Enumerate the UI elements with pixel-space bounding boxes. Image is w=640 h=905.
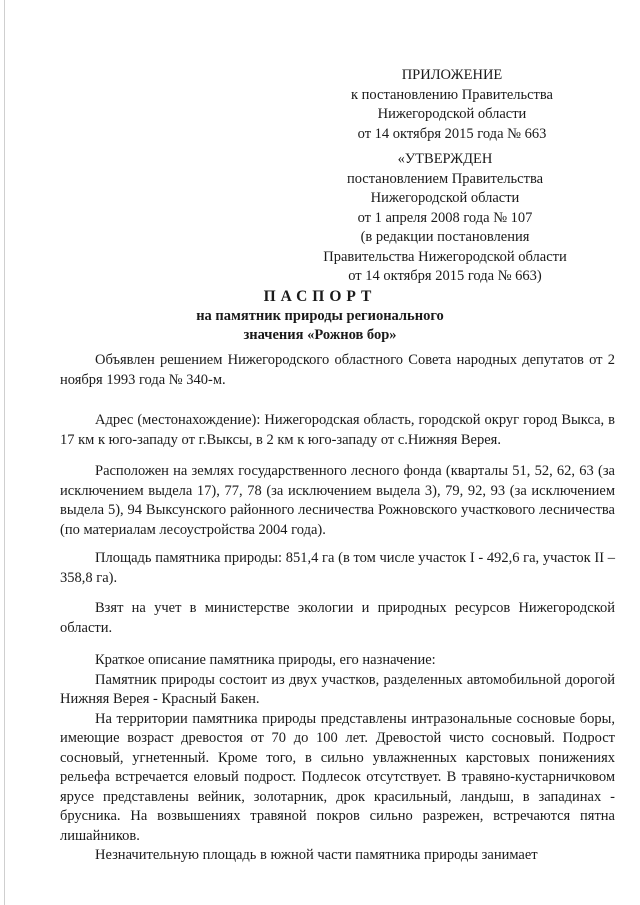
paragraph-declared <box>60 351 615 390</box>
paragraph-address <box>60 411 615 450</box>
approved-line: Правительства Нижегородской области <box>323 248 567 265</box>
approved-line: (в редакции постановления <box>360 229 530 245</box>
scan-edge <box>4 0 5 905</box>
appendix-line: Нижегородской области <box>377 106 527 122</box>
paragraph-location <box>60 462 615 540</box>
approved-line: Нижегородской области <box>370 190 520 206</box>
paragraph-text: Объявлен решением Нижегородского областного Совета народных депутатов от 2 ноября 1993 года № 340-м. <box>60 352 615 388</box>
description-text: На территории памятника природы представлены интразональные сосновые боры, имеющие возраст древостоя от 70 до 100 лет. Древостой чисто сосновый. Подрост сосновый, угнетенный. Кроме того, в сильно увлажненных карстовых понижениях рельефа встречается еловый подрост. Подлесок отсутствует. В травяно-кустарничковом ярусе представлены вейник, золотарник, дрок красильный, ландыш, в западинах - брусника. На возвышениях травяной покров сильно разрежен, встречаются пятна лишайников. <box>60 710 615 844</box>
title-line: на памятник природы регионального <box>196 308 444 324</box>
appendix-header <box>302 66 602 144</box>
description-text: Памятник природы состоит из двух участков, разделенных автомобильной дорогой Нижняя Верея - Красный Бакен. <box>60 671 615 707</box>
title-main: ПАСПОРТ <box>263 288 377 305</box>
description-heading: Краткое описание памятника природы, его назначение: <box>95 652 436 668</box>
appendix-line: от 14 октября 2015 года № 663 <box>357 125 547 142</box>
approved-line: постановлением Правительства <box>346 170 544 187</box>
paragraph-area <box>60 549 615 588</box>
paragraph-text: Расположен на землях государственного лесного фонда (кварталы 51, 52, 62, 63 (за исключением выдела 17), 77, 78 (за исключением выдела 3), 79, 92, 93 (за исключением выдела 5), 94 Выксунского районного лесничества Рожновского участкового лесничества (по материалам лесоустройства 2004 года). <box>60 463 615 538</box>
paragraph-registered <box>60 599 615 638</box>
paragraph-text: Взят на учет в министерстве экологии и природных ресурсов Нижегородской области. <box>60 600 615 636</box>
approved-line: от 14 октября 2015 года № 663) <box>348 268 542 284</box>
title-line: значения «Рожнов бор» <box>243 327 397 343</box>
approved-label: «УТВЕРЖДЕН <box>397 151 493 167</box>
appendix-line: к постановлению Правительства <box>351 86 553 103</box>
description-section <box>60 651 615 866</box>
approved-header <box>280 150 610 287</box>
document-title <box>0 287 640 345</box>
appendix-label: ПРИЛОЖЕНИЕ <box>401 67 503 83</box>
description-text: Незначительную площадь в южной части памятника природы занимает <box>95 847 538 863</box>
paragraph-text: Адрес (местонахождение): Нижегородская область, городской округ город Выкса, в 17 км к юго-западу от г.Выксы, в 2 км к юго-западу от с.Нижняя Верея. <box>60 412 615 448</box>
approved-line: от 1 апреля 2008 года № 107 <box>357 209 533 226</box>
paragraph-text: Площадь памятника природы: 851,4 га (в том числе участок I - 492,6 га, участок II – 358,8 га). <box>60 550 615 586</box>
